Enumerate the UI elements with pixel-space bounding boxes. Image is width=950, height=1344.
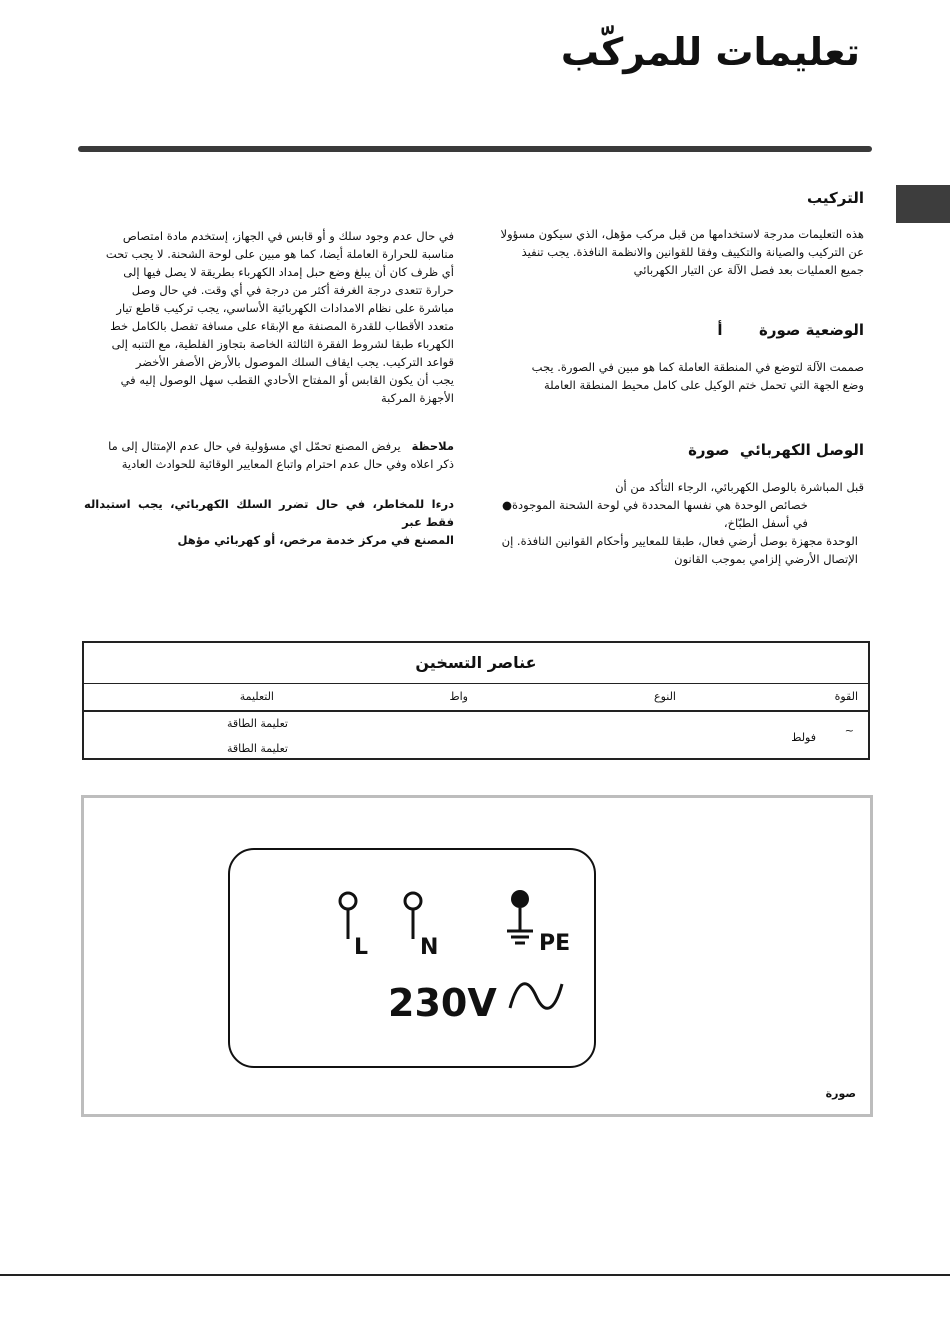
note-label: ملاحظة <box>411 439 454 453</box>
terminal-l-label: L <box>354 935 369 960</box>
text-line: الكهرباء طبقا لشروط الفقرة الثالثة الخاصة بتجاوز الفلطية، مع التنبه إلى <box>111 337 454 351</box>
text-line: عن التركيب والصيانة والتكييف وفقا للقوانين والانظمة النافذة. يجب تنفيذ <box>521 245 864 259</box>
wiring-figure <box>81 795 873 1117</box>
terminal-plate <box>228 848 596 1068</box>
electrical-paragraph <box>496 478 864 568</box>
terminal-n-label: N <box>420 935 439 960</box>
heating-elements-table <box>82 641 870 760</box>
column-header-power: القوة <box>834 690 858 703</box>
note-paragraph <box>84 437 454 473</box>
table-cell-instruction: تعليمة الطاقة <box>226 717 288 730</box>
text-line: في حال عدم وجود سلك و أو قابس في الجهاز، إستخدم مادة امتصاص <box>122 229 454 243</box>
cord-paragraph <box>84 227 454 407</box>
terminal-l-symbol <box>340 893 356 939</box>
table-header-row <box>84 684 868 712</box>
ground-icon <box>507 890 533 943</box>
ac-wave-icon <box>510 984 562 1009</box>
text-line: المصنع في مركز خدمة مرخص، أو كهربائي مؤهل <box>177 533 454 547</box>
table-cell-tilde: ~ <box>844 724 854 737</box>
table-cell-volt: فولط <box>791 731 816 744</box>
text-line: قبل المباشرة بالوصل الكهربائي، الرجاء التأكد من أن <box>615 480 864 494</box>
text-line: صممت الآلة لتوضع في المنطقة العاملة كما هو مبين في الصورة. يجب <box>531 360 864 374</box>
text-line: الأجهزة المركبة <box>381 391 454 405</box>
text-line: خصائص الوحدة هي نفسها المحددة في لوحة الشحنة الموجودة <box>512 498 808 512</box>
column-header-type: النوع <box>654 690 676 703</box>
voltage-label: 230V <box>388 981 497 1025</box>
text-line: في أسفل الطبّاخ، <box>723 516 808 530</box>
text-line: جميع العمليات بعد فصل الآلة عن التيار الكهربائي <box>633 263 864 277</box>
figure-caption: صورة <box>825 1087 856 1100</box>
column-header-watt: واط <box>449 690 468 703</box>
text-line: وضع الجهة التي تحمل ختم الوكيل على كامل محيط المنطقة العاملة <box>543 378 864 392</box>
table-cell-instruction: تعليمة الطاقة <box>226 742 288 755</box>
electrical-heading: الوصل الكهربائي صورة <box>688 441 864 459</box>
text-line: الإتصال الأرضي إلزامي بموجب القانون <box>674 552 858 566</box>
title-divider <box>78 146 872 152</box>
terminal-pe-label: PE <box>539 931 571 956</box>
installation-heading: التركيب <box>807 189 864 207</box>
note-text: يرفض المصنع تحمّل اي مسؤولية في حال عدم الإمتثال إلى ما <box>108 439 401 453</box>
page-bottom-rule <box>0 1274 950 1276</box>
text-line: هذه التعليمات مدرجة لاستخدامها من قبل مركب مؤهل، الذي سيكون مسؤولا <box>500 227 864 241</box>
positioning-paragraph <box>496 358 864 394</box>
table-title: عناصر التسخين <box>84 643 868 684</box>
text-line: ذكر اعلاه وفي حال عدم احترام واتباع المعايير الوقائية للحوادث العادية <box>121 457 454 471</box>
terminal-diagram <box>230 850 594 1066</box>
list-item <box>496 496 838 532</box>
text-line: حرارة تتعدى درجة الغرفة أكثر من درجة في أي وقت. في حال وصل <box>131 283 454 297</box>
text-line <box>84 437 454 455</box>
bullet-marker: ● <box>501 498 512 512</box>
terminal-n-symbol <box>405 893 421 939</box>
column-header-instruction: التعليمة <box>239 690 274 703</box>
text-line: مناسبة للحرارة العاملة أيضا، كما هو مبين على لوحة الشحنة. لا يجب تحت <box>105 247 454 261</box>
text-line: متعدد الأقطاب للقدرة المصنفة مع الإبقاء على مسافة تفصل بالكامل خط <box>110 319 454 333</box>
text-line: مباشرة على نظام الامدادات الكهربائية الأساسي، يجب تركيب قاطع تيار <box>116 301 454 315</box>
text-line: درءا للمخاطر، في حال تضرر السلك الكهربائي، يجب استبداله فقط عبر <box>84 497 454 529</box>
warning-paragraph <box>84 495 454 549</box>
text-line: قواعد التركيب. يجب ايقاف السلك الموصول بالأرض الأصفر الأخضر <box>135 355 454 369</box>
page-title: تعليمات للمركّب <box>560 30 860 74</box>
table-row <box>84 712 868 758</box>
installation-paragraph <box>496 225 864 279</box>
text-line: يجب أن يكون القابس أو المفتاح الأحادي القطب سهل الوصول إليه في <box>120 373 454 387</box>
text-line: الوحدة مجهزة بوصل أرضي فعال، طبقا للمعايير وأحكام القوانين النافذة. إن <box>501 534 858 548</box>
text-line: أي ظرف كان أن يبلغ وضع حبل إمداد الكهرباء بطريقة لا يصل فيها إلى <box>123 265 454 279</box>
section-tab-marker <box>896 185 950 223</box>
positioning-heading: الوضعية صورة أ <box>717 321 864 339</box>
